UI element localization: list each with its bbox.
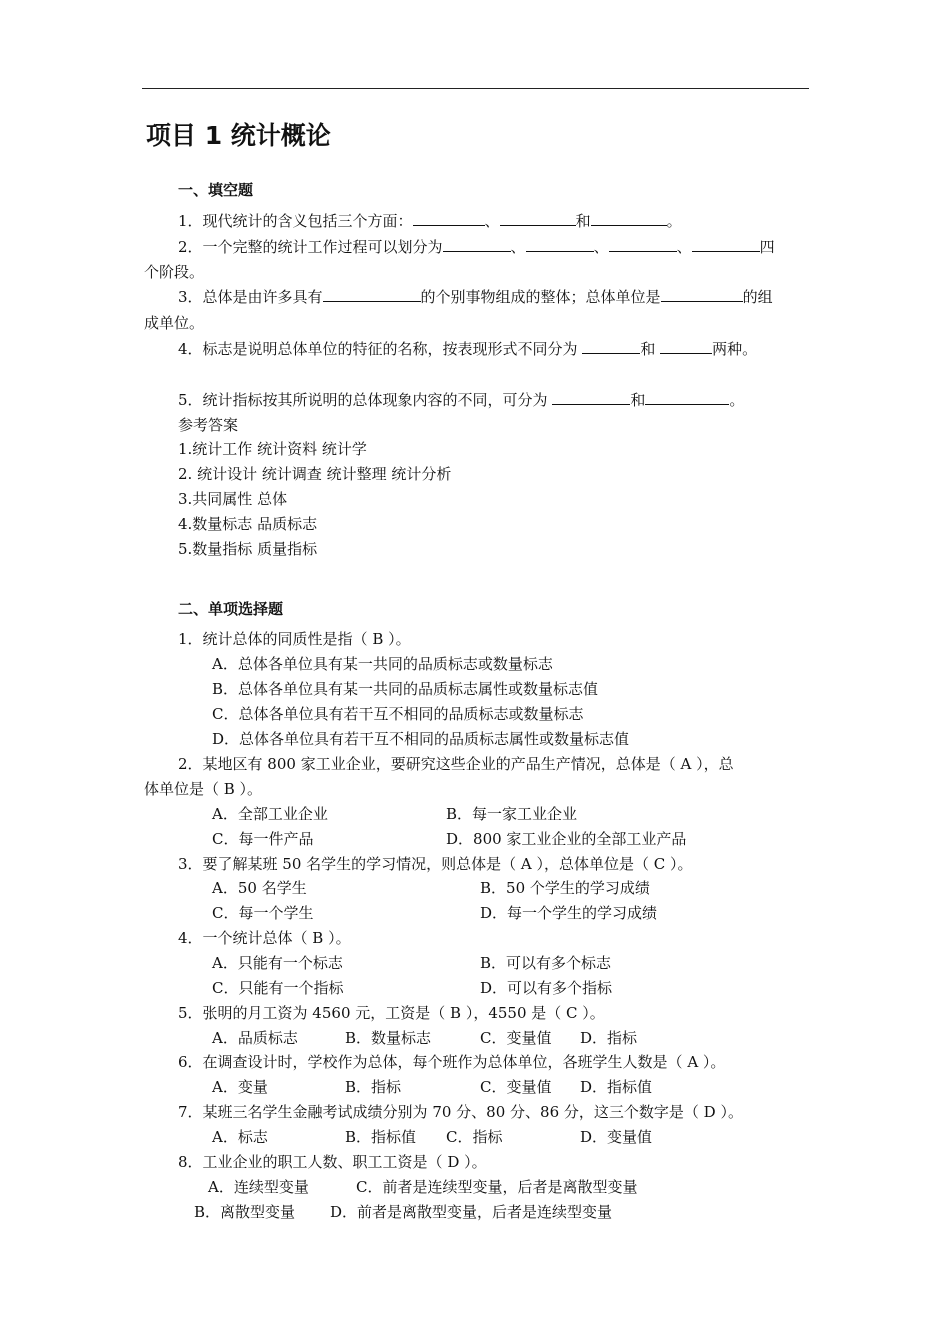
choice-question-5: 5．张明的月工资为 4560 元，工资是（ B ），4550 是（ C ）。 <box>178 1004 605 1022</box>
option: A．全部工业企业 <box>212 805 328 823</box>
option: A．连续型变量 <box>208 1178 309 1196</box>
answer-blank <box>591 210 667 226</box>
fill-question-3: 3．总体是由许多具有 的个别事物组成的整体；总体单位是 的组 <box>178 288 773 306</box>
fill-question-1: 1．现代统计的含义包括三个方面： 、 和 。 <box>178 212 682 230</box>
section-heading-fill-blank: 一、填空题 <box>178 181 254 199</box>
answer-blank <box>500 210 576 226</box>
option: C．前者是连续型变量，后者是离散型变量 <box>356 1178 638 1196</box>
option: C．变量值 <box>480 1029 552 1047</box>
option: C．指标 <box>446 1128 503 1146</box>
answer-blank <box>660 338 712 354</box>
answers-heading: 参考答案 <box>178 416 239 434</box>
option: C．每一件产品 <box>212 830 314 848</box>
option: C．变量值 <box>480 1078 552 1096</box>
answer-line: 1.统计工作 统计资料 统计学 <box>178 440 367 458</box>
answer-blank <box>609 236 677 252</box>
answer-line: 3.共同属性 总体 <box>178 490 288 508</box>
answer-blank <box>526 236 594 252</box>
fill-question-5: 5．统计指标按其所说明的总体现象内容的不同，可分为 和 。 <box>178 391 745 409</box>
fill-question-2: 2．一个完整的统计工作过程可以划分为 、 、 、 四 <box>178 238 775 256</box>
option: B．可以有多个标志 <box>480 954 612 972</box>
option: C．每一个学生 <box>212 904 314 922</box>
answer-blank <box>692 236 760 252</box>
option: B．指标值 <box>345 1128 417 1146</box>
option: A．变量 <box>212 1078 268 1096</box>
choice-question-3: 3．要了解某班 50 名学生的学习情况，则总体是（ A ），总体单位是（ C ）。 <box>178 855 693 873</box>
option: D．总体各单位具有若干互不相同的品质标志属性或数量标志值 <box>212 730 630 748</box>
option: A．总体各单位具有某一共同的品质标志或数量标志 <box>212 655 553 673</box>
choice-question-1: 1．统计总体的同质性是指（ B ）。 <box>178 630 411 648</box>
page-title: 项目 1 统计概论 <box>146 121 331 150</box>
answer-blank <box>661 286 743 302</box>
choice-question-2-cont: 体单位是（ B ）。 <box>144 780 263 798</box>
option: B．指标 <box>345 1078 402 1096</box>
option: A．标志 <box>212 1128 268 1146</box>
choice-question-8: 8．工业企业的职工人数、职工工资是（ D ）。 <box>178 1153 487 1171</box>
option: C．只能有一个指标 <box>212 979 344 997</box>
choice-question-6: 6．在调查设计时，学校作为总体，每个班作为总体单位，各班学生人数是（ A ）。 <box>178 1053 726 1071</box>
answer-blank <box>443 236 511 252</box>
option: D．指标值 <box>580 1078 653 1096</box>
answer-blank <box>323 286 421 302</box>
option: B．每一家工业企业 <box>446 805 578 823</box>
option: B．离散型变量 <box>194 1203 296 1221</box>
section-heading-single-choice: 二、单项选择题 <box>178 600 284 618</box>
option: D．可以有多个指标 <box>480 979 613 997</box>
option: C．总体各单位具有若干互不相同的品质标志或数量标志 <box>212 705 584 723</box>
header-rule <box>142 88 809 89</box>
answer-line: 4.数量标志 品质标志 <box>178 515 318 533</box>
answer-blank <box>582 338 640 354</box>
answer-line: 2. 统计设计 统计调查 统计整理 统计分析 <box>178 465 452 483</box>
option: D．变量值 <box>580 1128 653 1146</box>
option: B．总体各单位具有某一共同的品质标志属性或数量标志值 <box>212 680 599 698</box>
option: A．品质标志 <box>212 1029 298 1047</box>
option: A．50 名学生 <box>212 879 307 897</box>
answer-blank <box>413 210 485 226</box>
answer-blank <box>552 389 630 405</box>
option: D．前者是离散型变量，后者是连续型变量 <box>330 1203 613 1221</box>
fill-question-3-cont: 成单位。 <box>144 314 205 332</box>
option: D．每一个学生的学习成绩 <box>480 904 658 922</box>
option: B．50 个学生的学习成绩 <box>480 879 650 897</box>
answer-line: 5.数量指标 质量指标 <box>178 540 318 558</box>
choice-question-4: 4．一个统计总体（ B ）。 <box>178 929 351 947</box>
option: D．指标 <box>580 1029 638 1047</box>
answer-blank <box>645 389 729 405</box>
option: D．800 家工业企业的全部工业产品 <box>446 830 687 848</box>
option: A．只能有一个标志 <box>212 954 343 972</box>
fill-question-4: 4．标志是说明总体单位的特征的名称，按表现形式不同分为 和 两种。 <box>178 340 758 358</box>
fill-question-2-cont: 个阶段。 <box>144 263 205 281</box>
choice-question-7: 7．某班三名学生金融考试成绩分别为 70 分、80 分、86 分，这三个数字是（ D ）。 <box>178 1103 743 1121</box>
option: B．数量标志 <box>345 1029 432 1047</box>
choice-question-2: 2．某地区有 800 家工业企业，要研究这些企业的产品生产情况，总体是（ A ），总 <box>178 755 734 773</box>
